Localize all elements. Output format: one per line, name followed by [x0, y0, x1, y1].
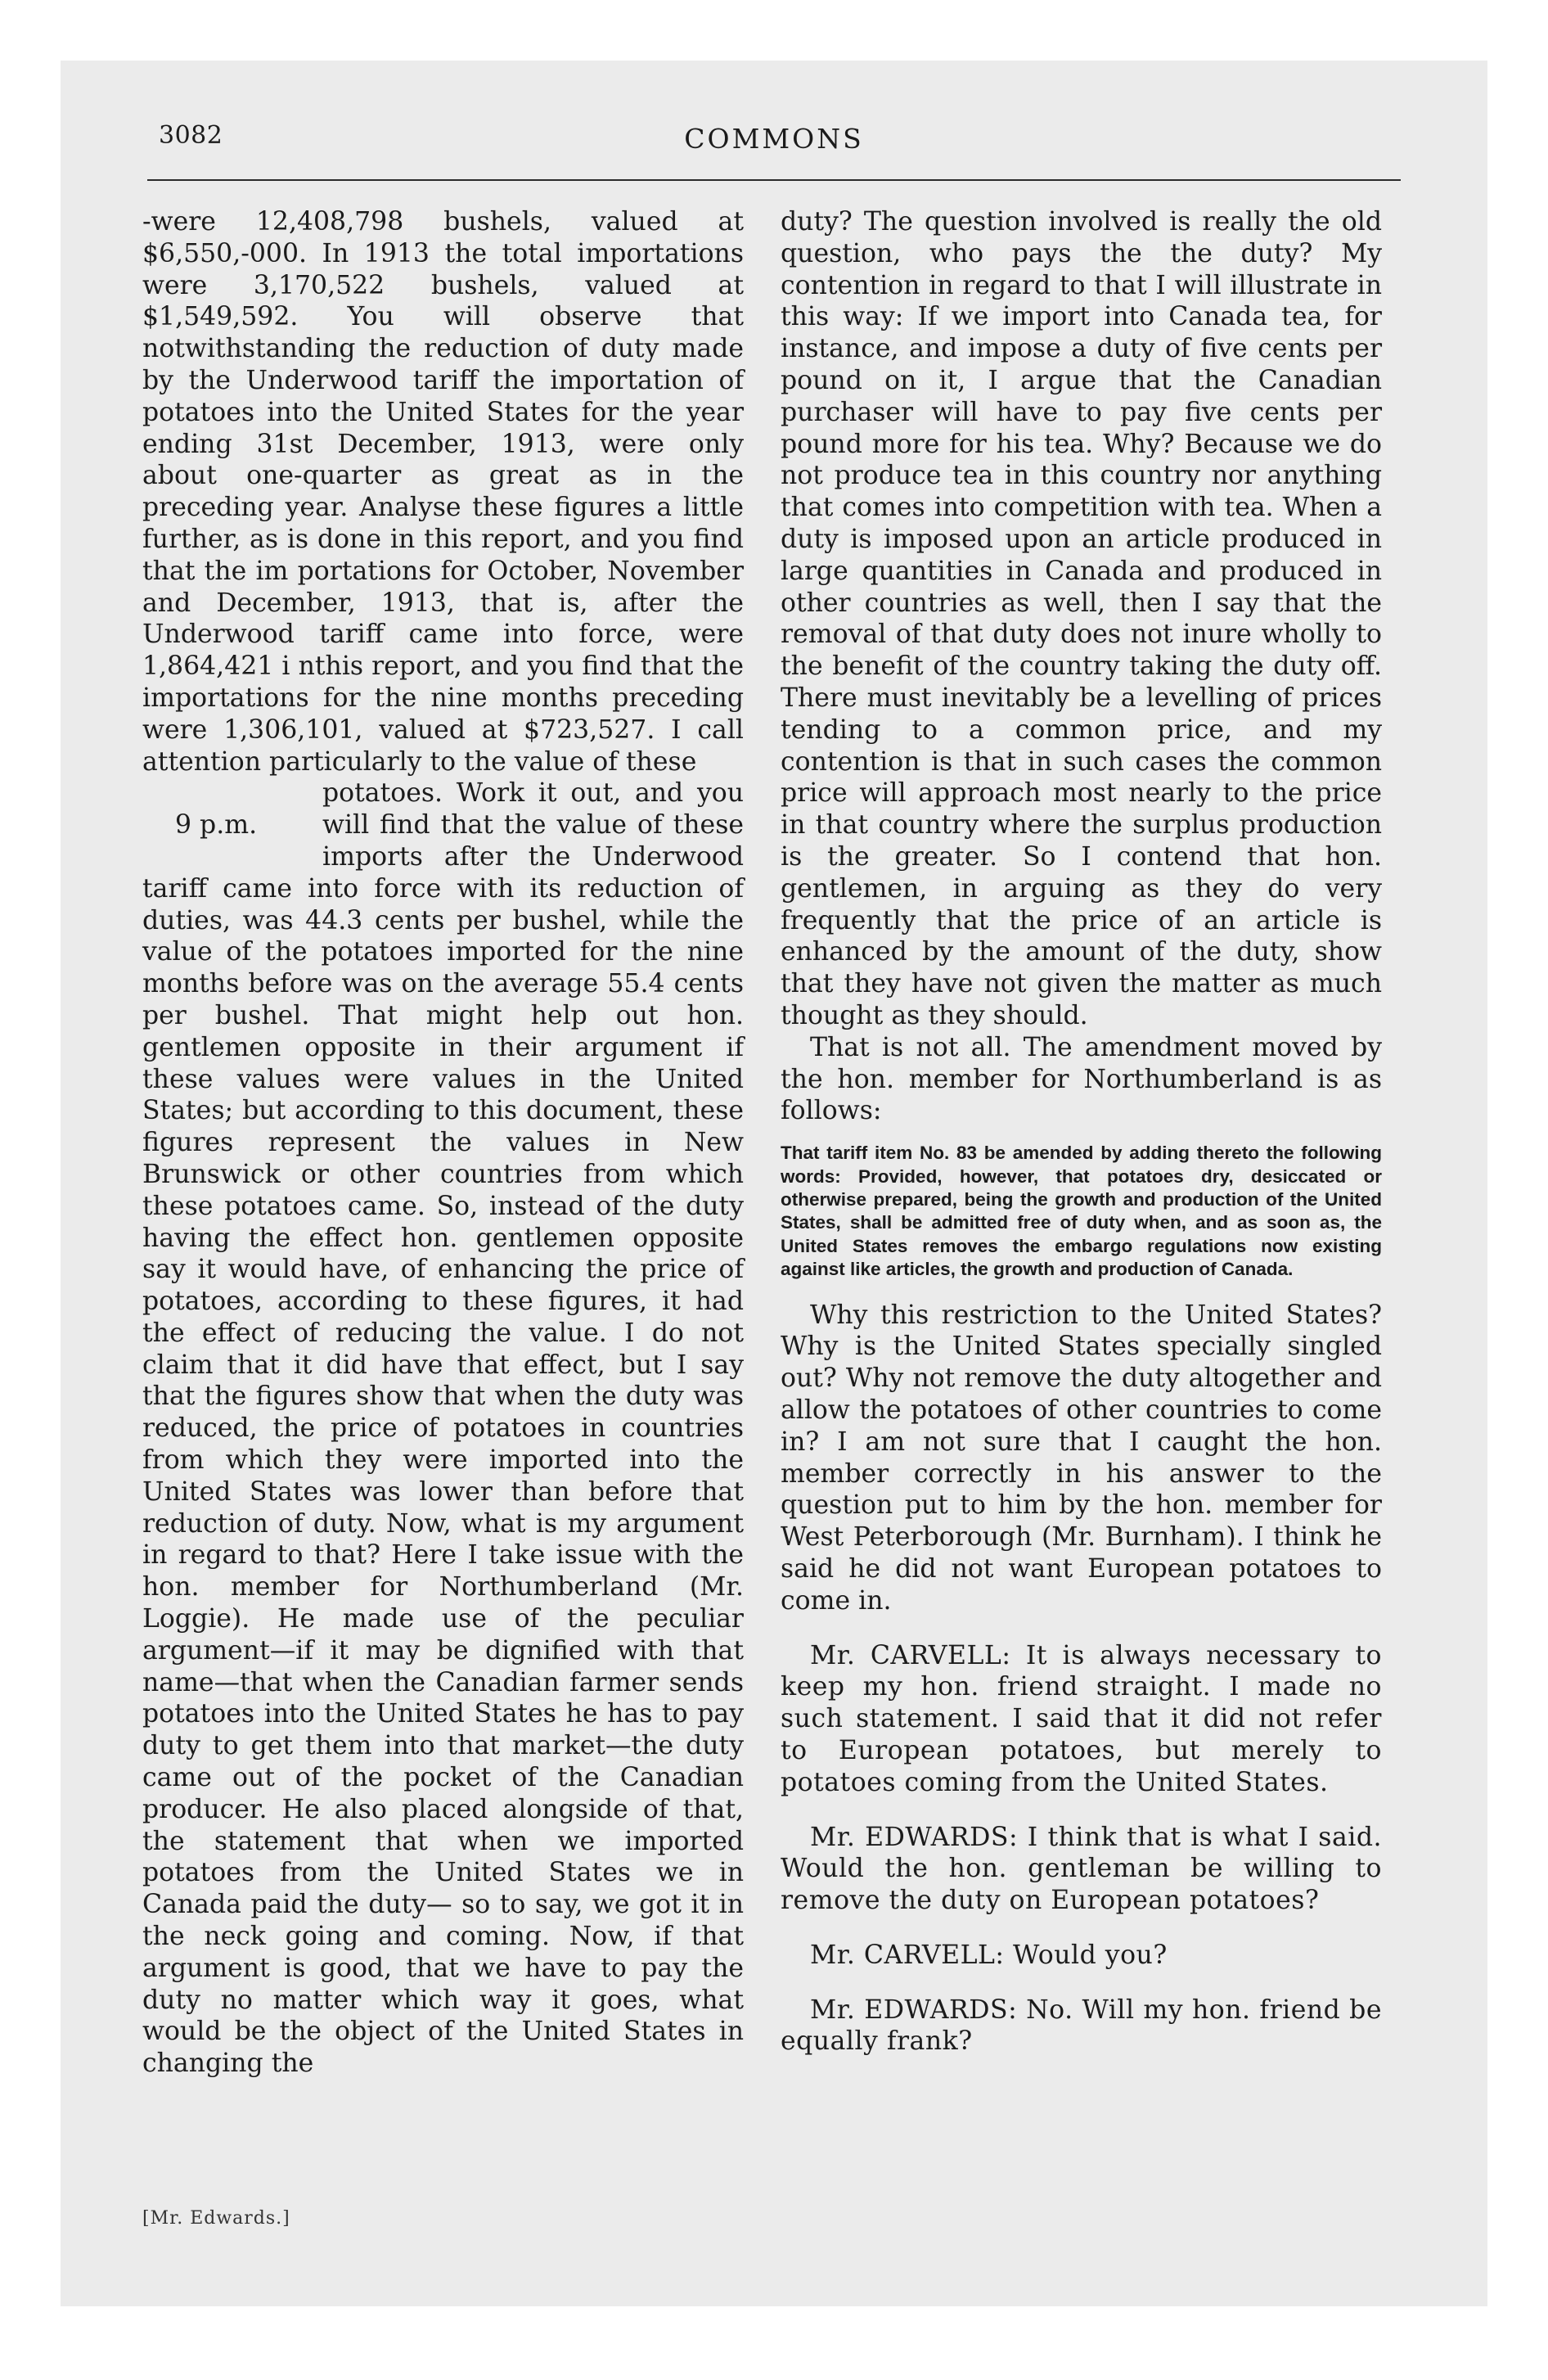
carvell-statement: Mr. CARVELL: It is always necessary to keep my hon. friend straight. I made no such statement. I said that it did not refer to European potatoes, but merely to potatoes coming from the United States. — [781, 1640, 1382, 1797]
right-paragraph-2: That is not all. The amendment moved by the hon. member for Northumberland is as follows: — [781, 1032, 1382, 1126]
scanned-page — [61, 61, 1487, 2306]
margin-time-note — [142, 778, 322, 872]
left-paragraph-1a: -were 12,408,798 bushels, valued at $6,550,-000. In 1913 the total importations were 3,170,522 bushels, valued at $1,549,592. You will observe that notwithstanding the reduction of duty made by the Underwood tariff the importation of potatoes into the United States for the year ending 31st December, 1913, were only about one-quarter as great as in the preceding year. Analyse these figures a little further, as is done in this report, and you find that the im portations for October, November and December, 1913, that is, after the Underwood tariff came into force, were 1,864,421 i nthis report, and you find that the importations for the nine months preceding were 1,306,101, valued at $723,527. I call attention particularly to the value of these — [142, 207, 744, 777]
margin-time-label: 9 p.m. — [175, 810, 258, 841]
speaker-footer: [Mr. Edwards.] — [142, 2208, 290, 2229]
page-number: 3082 — [159, 121, 223, 150]
edwards-reply: Mr. EDWARDS: No. Will my hon. friend be equally frank? — [781, 1995, 1382, 2057]
left-paragraph-1b: potatoes. Work it out, and you will find that the value of these imports after the Underwood tariff came into force with its reduction of duties, was 44.3 cents per bushel, while the value of the potatoes imported for the nine months before was on the average 55.4 cents per bushel. That might help out hon. gentlemen opposite in their argument if these values were values in the United States; but according to this document, these figures represent the values in New Brunswick or other countries from which these potatoes came. So, instead of the duty having the effect hon. gentlemen opposite say it would have, of enhancing the price of potatoes, according to these figures, it had the effect of reducing the value. I do not claim that it did have that effect, but I say that the figures show that when the duty was reduced, the price of potatoes in countries from which they were imported into the United States was lower than before that reduction of duty. Now, what is my argument in regard to that? Here I take issue with the hon. member for Northumberland (Mr. Loggie). He made use of the peculiar argument—if it may be dignified with that name—that when the Canadian farmer sends potatoes into the United States he has to pay duty to get them into that market—the duty came out of the pocket of the Canadian producer. He also placed alongside of that, the statement that when we imported potatoes from the United States we in Canada paid the duty— so to say, we got it in the neck going and coming. Now, if that argument is good, that we have to pay the duty no matter which way it goes, what would be the object of the United States in changing the — [142, 778, 744, 2079]
header-rule — [147, 179, 1401, 181]
amendment-quote: That tariff item No. 83 be amended by adding thereto the following words: Provided, however, that potatoes dry, desiccated or otherwise prepared, being the growth and production of the United States, shall be admitted free of duty when, and as soon as, the United States removes the embargo regulations now existing against like articles, the growth and production of Canada. — [781, 1143, 1382, 1280]
carvell-question: Mr. CARVELL: Would you? — [810, 1940, 1168, 1970]
left-column — [142, 206, 744, 2080]
right-paragraph-1: duty? The question involved is really the old question, who pays the the duty? My contention in regard to that I will illustrate in this way: If we import into Canada tea, for instance, and impose a duty of five cents per pound on it, I argue that the Canadian purchaser will have to pay five cents per pound more for his tea. Why? Because we do not produce tea in this country nor anything that comes into competition with tea. When a duty is imposed upon an article produced in large quantities in Canada and produced in other countries as well, then I say that the removal of that duty does not inure wholly to the benefit of the country taking the duty off. There must inevitably be a levelling of prices tending to a common price, and my contention is that in such cases the common price will approach most nearly to the price in that country where the surplus production is the greater. So I contend that hon. gentlemen, in arguing as they do very frequently that the price of an article is enhanced by the amount of the duty, show that they have not given the matter as much thought as they should. — [781, 207, 1382, 1030]
running-head: COMMONS — [684, 123, 864, 155]
edwards-statement: Mr. EDWARDS: I think that is what I said. Would the hon. gentleman be willing to remove the duty on European potatoes? — [781, 1822, 1382, 1916]
right-column — [781, 206, 1382, 2058]
right-paragraph-3: Why this restriction to the United States? Why is the United States specially singled out? Why not remove the duty altogether and allow the potatoes of other countries to come in? I am not sure that I caught the hon. member correctly in his answer to the question put to him by the hon. member for West Peterborough (Mr. Burnham). I think he said he did not want European potatoes to come in. — [781, 1300, 1382, 1616]
